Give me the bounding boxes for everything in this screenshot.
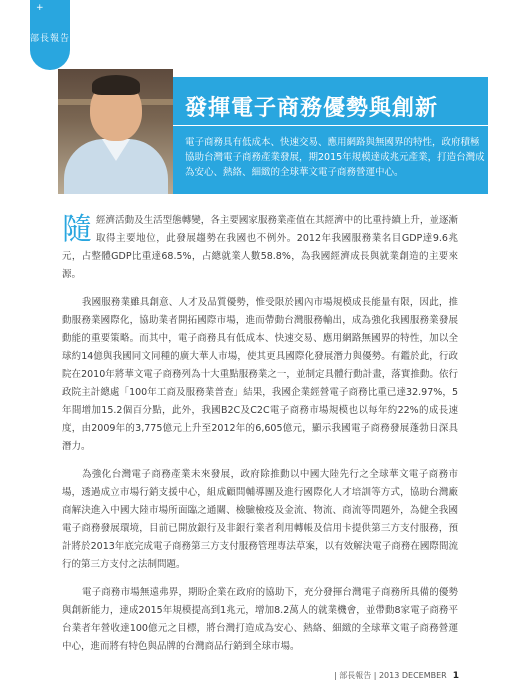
paragraph-1 [62,212,458,284]
paragraph-1-text: 經濟活動及生活型態轉變，各主要國家服務業產值在其經濟中的比重持續上升，並逐漸取得主要地位，此發展趨勢在我國也不例外。2012年我國服務業名目GDP達9.6兆元，占整體GDP比重達68.5%，占總就業人數58.8%，為我國經濟成長與就業創造的主要來源。 [62,215,458,280]
section-tab-label: 部長報告 [30,34,71,44]
paragraph-4: 電子商務市場無遠弗界，期盼企業在政府的協助下，充分發揮台灣電子商務所具備的優勢與創新能力，達成2015年規模提高到1兆元，增加8.2萬人的就業機會，並帶動8家電子商務平台業者年營收達100億元之目標，將台灣打造成為安心、熱絡、細緻的全球華文電子商務營運中心，進而將有特色與品牌的台灣商品行銷到全球市場。 [62,587,458,652]
footer-text: | 部長報告 | 2013 DECEMBER [333,671,447,680]
section-tab [30,0,70,70]
title-block [173,77,488,194]
article-body [62,212,458,666]
drop-cap: 隨 [62,212,92,247]
page-number: 1 [452,671,459,681]
portrait-photo [58,69,173,194]
header-banner [30,69,488,194]
page-title: 發揮電子商務優勢與創新 [185,95,439,121]
page-footer [334,670,459,681]
title-divider [173,125,488,126]
plus-icon: + [36,3,44,13]
paragraph-3: 為強化台灣電子商務產業未來發展，政府除推動以中國大陸先行之全球華文電子商務市場，透過成立市場行銷支援中心，組成顧問輔導團及進行國際化人才培訓等方式，協助台灣廠商解決進入中國大陸市場所面臨之通關、檢驗檢疫及金流、物流、商流等問題外，為健全我國電子商務發展環境，目前已開放銀行及非銀行業者利用轉帳及信用卡提供第三方支付服務，預計將於2013年底完成電子商務第三方支付服務管理專法草案，以有效解決電子商務在國際間流行的第三方支付之法制問題。 [62,469,458,570]
paragraph-2: 我國服務業雖具創意、人才及品質優勢，惟受限於國內市場規模成長能量有限，因此，推動服務業國際化，協助業者開拓國際市場，進而帶動台灣服務輸出，成為強化我國服務業發展動能的重要策略。而其中，電子商務具有低成本、快速交易、應用網路無國界的特性，加以全球約14億與我國同文同種的廣大華人市場，使其更具國際化發展潛力與優勢。有鑑於此，行政院在2010年將華文電子商務列為十大重點服務業之一，並制定具體行動計畫，落實推動。依行政院主計總處「100年工商及服務業普查」結果，我國企業經營電子商務比重已達32.97%，5年間增加15.2個百分點，此外，我國B2C及C2C電子商務市場規模也以每年約22%的成長速度，由2009年的3,775億元上升至2012年的6,605億元，顯示我國電子商務發展蓬勃日深具潛力。 [62,297,458,452]
lead-text: 電子商務具有低成本、快速交易、應用網路與無國界的特性，政府積極協助台灣電子商務產業發展，期2015年規模達成兆元產業，打造台灣成為安心、熱絡、細緻的全球華文電子商務營運中心。 [185,137,485,178]
